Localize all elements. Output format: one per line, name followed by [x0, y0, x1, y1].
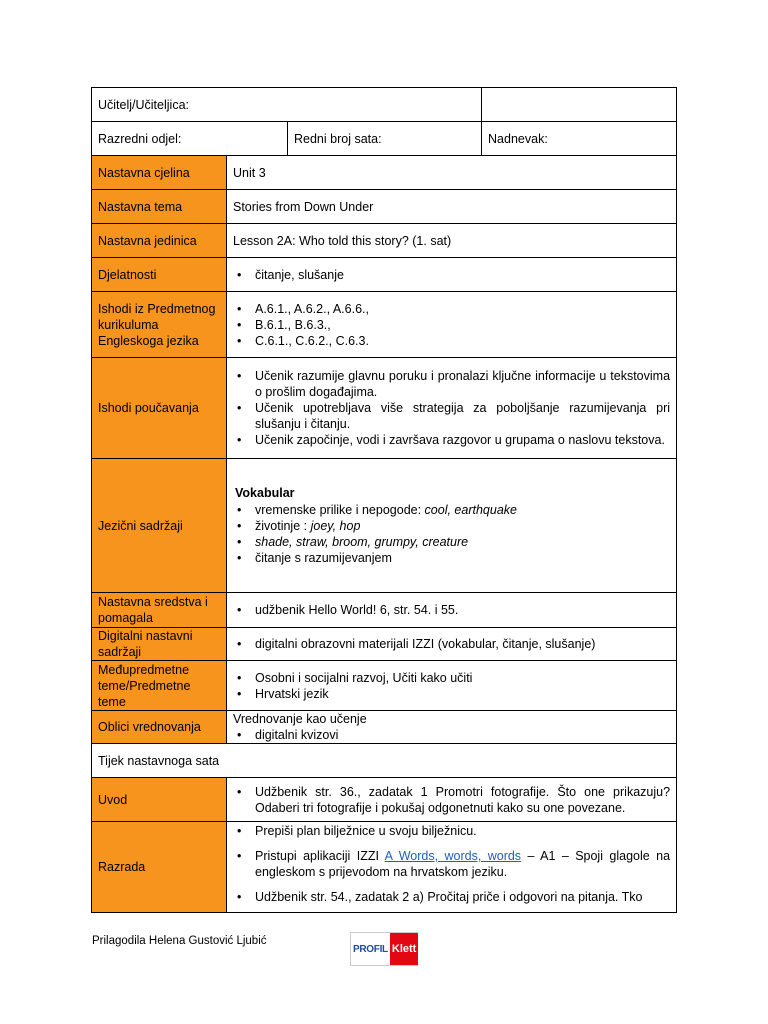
list-item-prefix: Pristupi aplikaciji IZZI — [255, 849, 385, 863]
list-item: • Osobni i socijalni razvoj, Učiti kako učiti — [233, 670, 670, 686]
materials-row — [92, 593, 677, 628]
list-item: • B.6.1., B.6.3., — [233, 317, 670, 333]
digital-value — [227, 628, 677, 661]
teacher-value[interactable] — [482, 88, 677, 122]
list-item — [233, 502, 670, 518]
list-item: • Učenik razumije glavnu poruku i pronalazi ključne informacije u tekstovima o prošlim događajima. — [233, 368, 670, 400]
list-item: • Udžbenik str. 36., zadatak 1 Promotri fotografije. Što one prikazuju? Odaberi tri fotografije i pokušaj odgonetnuti kako su one povezane. — [233, 784, 670, 816]
list-item: • digitalni kvizovi — [233, 727, 670, 743]
assessment-row — [92, 711, 677, 744]
assessment-label: Oblici vrednovanja — [92, 711, 227, 744]
class-row — [92, 122, 677, 156]
list-item: • Učenik upotrebljava više strategija za poboljšanje razumijevanja pri slušanju i čitanju. — [233, 400, 670, 432]
flow-label: Tijek nastavnoga sata — [92, 744, 677, 778]
materials-label: Nastavna sredstva i pomagala — [92, 593, 227, 628]
list-item — [233, 518, 670, 534]
lesson-value: Lesson 2A: Who told this story? (1. sat) — [227, 224, 677, 258]
lesson-plan-table — [91, 87, 677, 913]
cross-curricular-row — [92, 661, 677, 711]
cross-curricular-value — [227, 661, 677, 711]
list-item: • čitanje s razumijevanjem — [233, 550, 670, 566]
development-label: Razrada — [92, 822, 227, 913]
logo-klett-text: Klett — [390, 933, 418, 965]
lesson-number-label: Redni broj sata: — [288, 122, 482, 156]
flow-row — [92, 744, 677, 778]
outcomes-label: Ishodi iz Predmetnog kurikuluma Engleskoga jezika — [92, 292, 227, 358]
digital-row — [92, 628, 677, 661]
outcomes-value — [227, 292, 677, 358]
materials-value — [227, 593, 677, 628]
intro-value — [227, 778, 677, 822]
topic-row — [92, 190, 677, 224]
topic-label: Nastavna tema — [92, 190, 227, 224]
list-item: • Učenik započinje, vodi i završava razgovor u grupama o naslovu tekstova. — [233, 432, 670, 448]
language-row — [92, 459, 677, 593]
list-item: • Udžbenik str. 54., zadatak 2 a) Pročitaj priče i odgovori na pitanja. Tko — [233, 889, 670, 905]
vocabulary-heading: Vokabular — [235, 486, 295, 500]
language-label: Jezični sadržaji — [92, 459, 227, 593]
assessment-heading: Vrednovanje kao učenje — [233, 712, 367, 726]
teacher-row — [92, 88, 677, 122]
teaching-outcomes-label: Ishodi poučavanja — [92, 358, 227, 459]
logo-profil-text: PROFIL — [353, 943, 388, 955]
teaching-outcomes-row — [92, 358, 677, 459]
assessment-value — [227, 711, 677, 744]
unit-row — [92, 156, 677, 190]
list-item: • Prepiši plan bilježnice u svoju bilježnicu. — [233, 823, 670, 839]
unit-value: Unit 3 — [227, 156, 677, 190]
intro-row — [92, 778, 677, 822]
izzi-link[interactable]: A Words, words, words — [384, 849, 522, 863]
cross-curricular-label: Međupredmetne teme/Predmetne teme — [92, 661, 227, 711]
language-value — [227, 459, 677, 593]
list-item-words: joey, hop — [310, 519, 361, 533]
list-item-suffix: – A1 – Spoji glagole na engleskom s prijevodom na hrvatskom jeziku. — [255, 849, 671, 879]
footer-author: Prilagodila Helena Gustović Ljubić — [92, 935, 267, 947]
list-item: • udžbenik Hello World! 6, str. 54. i 55. — [233, 602, 670, 618]
activities-value — [227, 258, 677, 292]
topic-value: Stories from Down Under — [227, 190, 677, 224]
list-item: • C.6.1., C.6.2., C.6.3. — [233, 333, 670, 349]
list-item-prefix: vremenske prilike i nepogode: — [255, 503, 425, 517]
lesson-row — [92, 224, 677, 258]
development-row — [92, 822, 677, 913]
list-item: • digitalni obrazovni materijali IZZI (vokabular, čitanje, slušanje) — [233, 636, 670, 652]
list-item — [233, 534, 670, 550]
development-value — [227, 822, 677, 913]
unit-label: Nastavna cjelina — [92, 156, 227, 190]
class-label: Razredni odjel: — [92, 122, 288, 156]
list-item: • čitanje, slušanje — [233, 267, 670, 283]
lesson-label: Nastavna jedinica — [92, 224, 227, 258]
intro-label: Uvod — [92, 778, 227, 822]
teacher-label: Učitelj/Učiteljica: — [92, 88, 482, 122]
profil-klett-logo — [350, 932, 418, 966]
activities-row — [92, 258, 677, 292]
digital-label: Digitalni nastavni sadržaji — [92, 628, 227, 661]
list-item — [233, 848, 670, 880]
activities-label: Djelatnosti — [92, 258, 227, 292]
teaching-outcomes-value — [227, 358, 677, 459]
list-item-prefix: životinje : — [255, 519, 311, 533]
list-item-words: shade, straw, broom, grumpy, creature — [255, 535, 469, 549]
list-item: • Hrvatski jezik — [233, 686, 670, 702]
list-item-words: cool, earthquake — [424, 503, 517, 517]
list-item: • A.6.1., A.6.2., A.6.6., — [233, 301, 670, 317]
outcomes-row — [92, 292, 677, 358]
date-label: Nadnevak: — [482, 122, 677, 156]
